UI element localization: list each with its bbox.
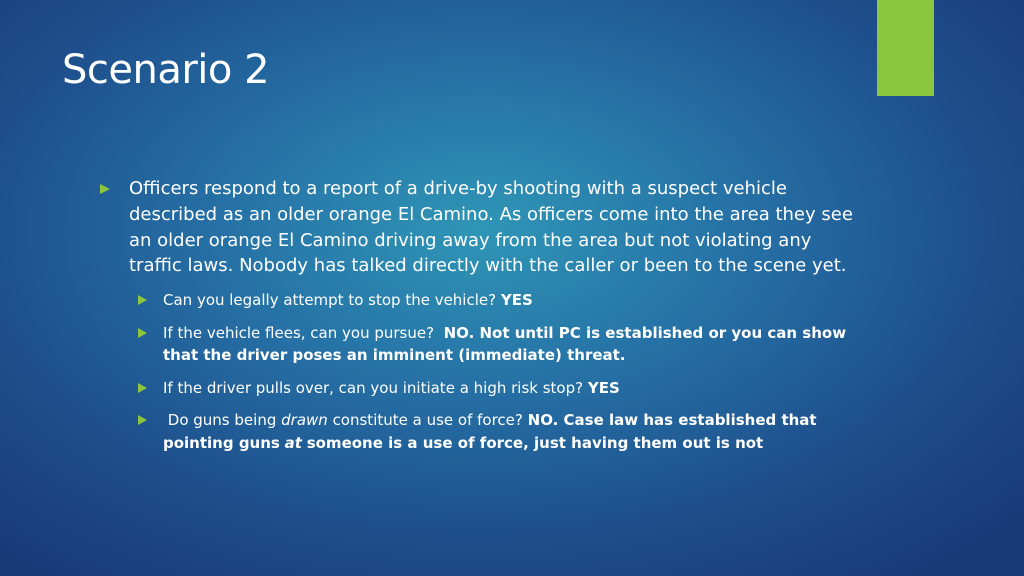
main-bullet (100, 176, 860, 279)
bullet-arrow-icon (138, 328, 147, 338)
bullet-arrow-icon (138, 415, 147, 425)
slide-content (100, 176, 860, 454)
sub-bullet-answer: YES (500, 291, 533, 310)
sub-bullet-question: Can you legally attempt to stop the vehicle? (163, 291, 497, 310)
sub-bullet-answer-pre: NO. Case law has established that pointing guns (163, 411, 817, 452)
sub-bullet-question: If the driver pulls over, can you initiate a high risk stop? (163, 378, 584, 397)
sub-bullet-stop-vehicle (100, 289, 860, 312)
bullet-arrow-icon (138, 383, 147, 393)
sub-bullet-answer: YES (587, 378, 620, 397)
sub-bullet-question: If the vehicle flees, can you pursue? (163, 323, 435, 342)
accent-bar (877, 0, 934, 96)
bullet-arrow-icon (100, 184, 110, 194)
sub-bullet-question-pre: Do guns being (167, 411, 277, 430)
sub-bullet-pursuit (100, 322, 860, 367)
sub-bullet-high-risk-stop (100, 377, 860, 400)
sub-bullet-answer-emphasis: at (284, 433, 302, 452)
sub-bullet-use-of-force (100, 409, 860, 454)
sub-bullet-answer-post: someone is a use of force, just having them out is not (306, 433, 764, 452)
bullet-arrow-icon (138, 295, 147, 305)
main-bullet-text: Officers respond to a report of a drive-by shooting with a suspect vehicle described as an older orange El Camino. As officers come into the area they see an older orange El Camino driving away from the area but not violating any traffic laws. Nobody has talked directly with the caller or been to the scene yet. (129, 178, 853, 277)
sub-bullet-answer: NO. Not until PC is established or you can show that the driver poses an imminent (immediate) threat. (163, 323, 847, 365)
sub-bullet-question-post: constitute a use of force? (332, 411, 523, 430)
sub-bullet-question-emphasis: drawn (281, 411, 328, 430)
slide-title: Scenario 2 (62, 47, 270, 93)
